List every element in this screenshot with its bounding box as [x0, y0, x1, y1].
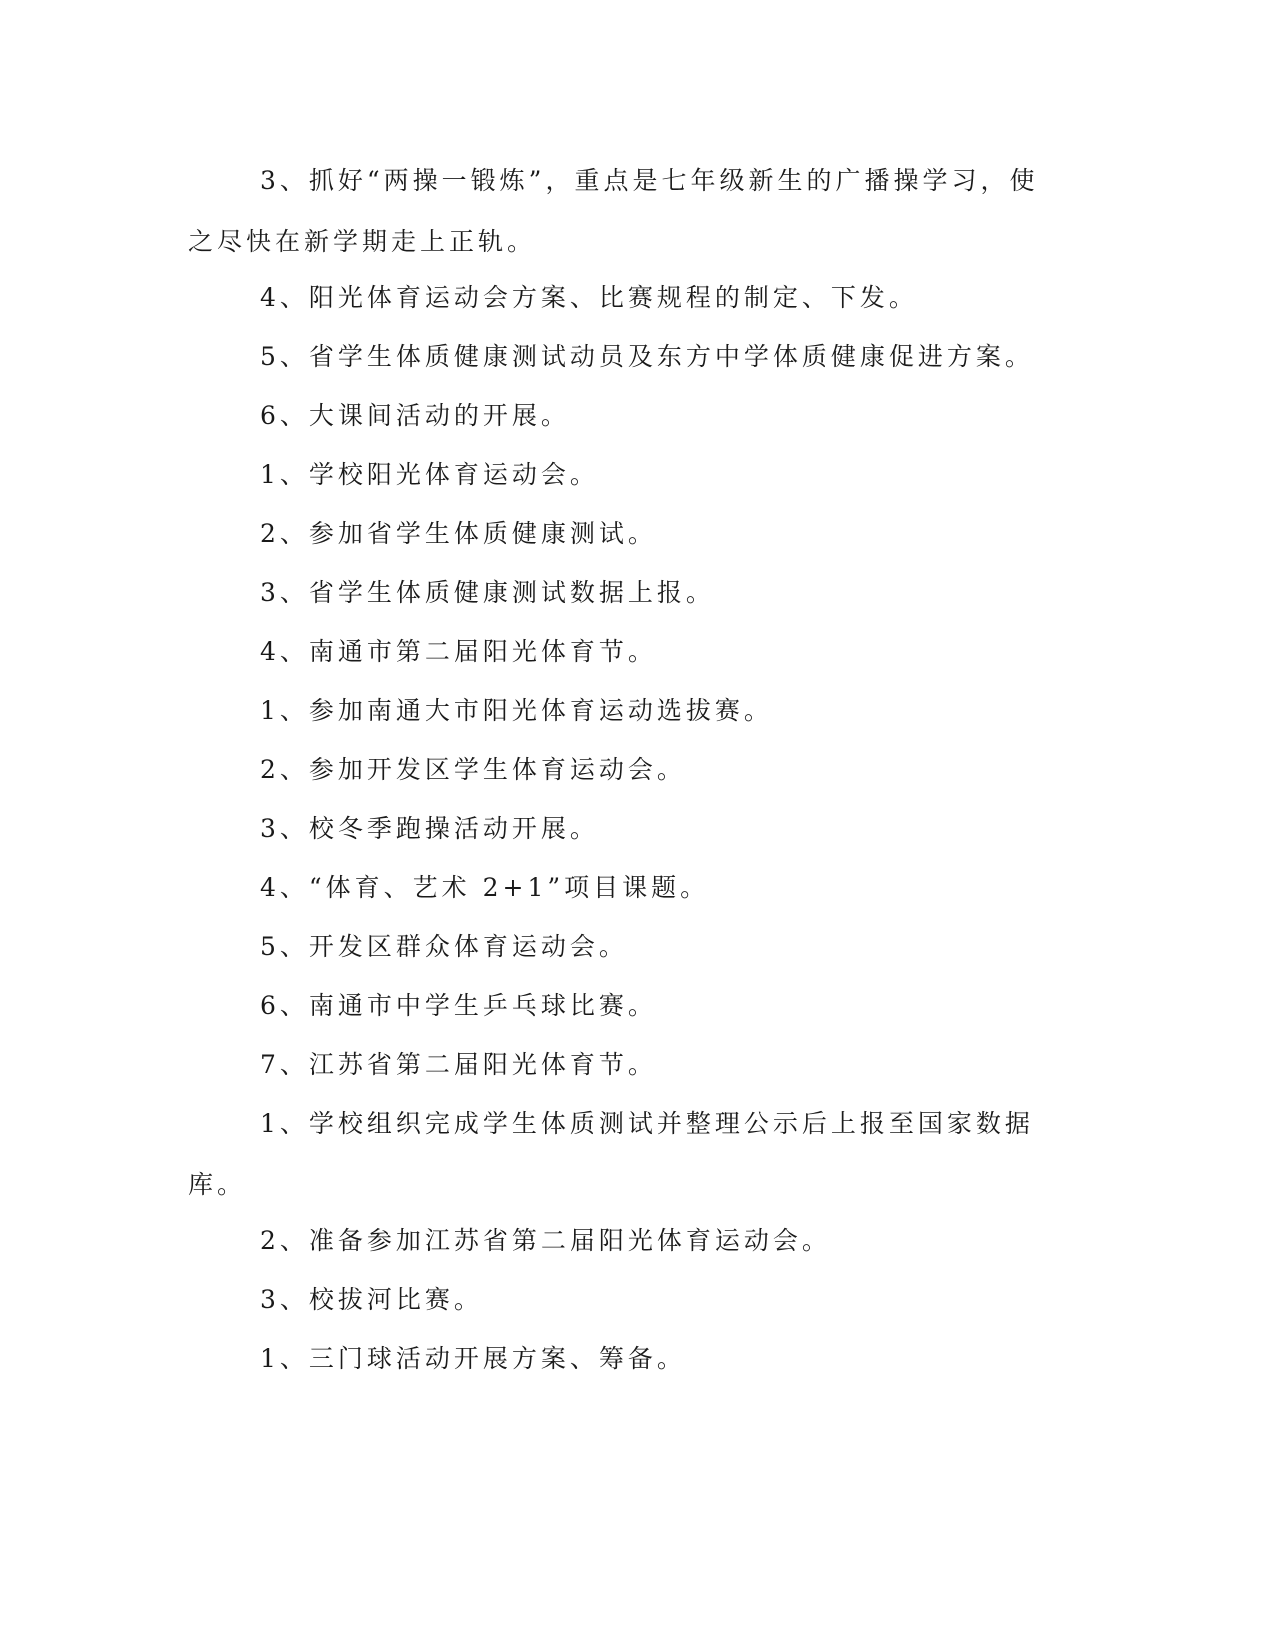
paragraph: 3、省学生体质健康测试数据上报。: [260, 578, 715, 607]
paragraph: 6、大课间活动的开展。: [260, 401, 570, 430]
paragraph: 6、南通市中学生乒乓球比赛。: [260, 991, 657, 1020]
paragraph: 4、“体育、艺术 2+1”项目课题。: [260, 873, 710, 902]
paragraph: 2、准备参加江苏省第二届阳光体育运动会。: [260, 1226, 831, 1255]
paragraph: 3、校冬季跑操活动开展。: [260, 814, 599, 843]
paragraph: 1、学校阳光体育运动会。: [260, 460, 599, 489]
paragraph: 2、参加开发区学生体育运动会。: [260, 755, 686, 784]
paragraph: 5、省学生体质健康测试动员及东方中学体质健康促进方案。: [260, 342, 1034, 371]
paragraph: 4、南通市第二届阳光体育节。: [260, 637, 657, 666]
paragraph: 5、开发区群众体育运动会。: [260, 932, 628, 961]
paragraph: 7、江苏省第二届阳光体育节。: [260, 1050, 657, 1079]
paragraph: 1、三门球活动开展方案、筹备。: [260, 1344, 686, 1373]
paragraph: 4、阳光体育运动会方案、比赛规程的制定、下发。: [260, 283, 918, 312]
paragraph: 2、参加省学生体质健康测试。: [260, 519, 657, 548]
paragraph: 1、学校组织完成学生体质测试并整理公示后上报至国家数据库。: [188, 1109, 1034, 1199]
paragraph: 1、参加南通大市阳光体育运动选拔赛。: [260, 696, 773, 725]
paragraph: 3、校拔河比赛。: [260, 1285, 483, 1314]
paragraph: 3、抓好“两操一锻炼”，重点是七年级新生的广播操学习，使之尽快在新学期走上正轨。: [188, 166, 1039, 256]
